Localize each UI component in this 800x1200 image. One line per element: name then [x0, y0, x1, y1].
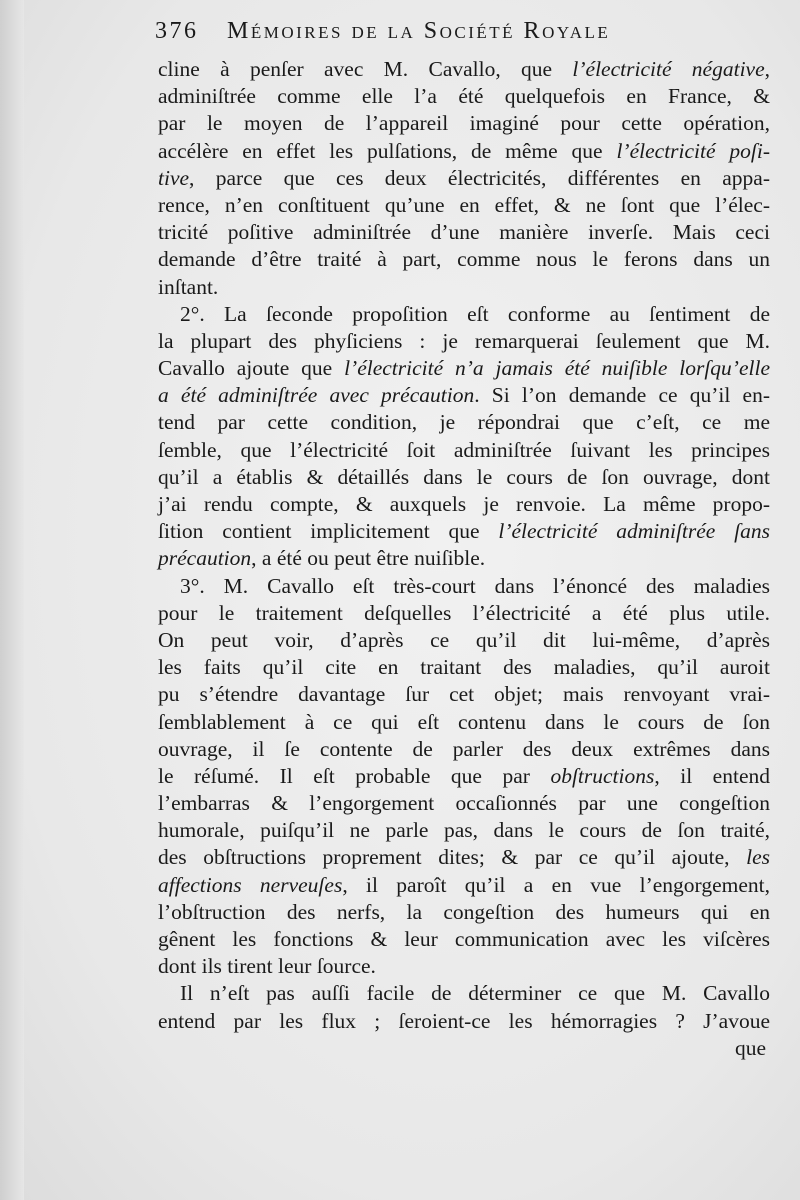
text-segment: , parce que ces deux électricités, différentes en appa- [189, 165, 770, 190]
text-segment: , a été ou peut être nuiſible. [251, 546, 486, 571]
text-segment: 3°. M. Cavallo eſt très-court dans l’énoncé des maladies [180, 573, 770, 598]
text-segment: tend par cette condition, je répondrai que c’eſt, ce me [158, 410, 770, 435]
italic-text: les [746, 845, 770, 870]
text-line [158, 654, 770, 681]
text-segment: Cavallo ajoute que [158, 356, 345, 381]
text-line [158, 355, 770, 382]
text-segment: inſtant. [158, 274, 219, 299]
text-line [158, 844, 770, 871]
text-line [158, 600, 770, 627]
text-line [158, 246, 770, 273]
text-segment: rence, n’en conſtituent qu’une en effet, & ne ſont que l’élec- [158, 192, 770, 217]
text-segment: ouvrage, il ſe contente de parler des deux extrêmes dans [158, 736, 770, 761]
text-segment: ſemblablement à ce qui eſt contenu dans le cours de ſon [158, 709, 770, 734]
text-line [158, 518, 770, 545]
text-segment: l’obſtruction des nerfs, la congeſtion des humeurs qui en [158, 899, 770, 924]
text-line [158, 627, 770, 654]
italic-text: affections nerveuſes [158, 872, 343, 897]
text-segment: 2°. La ſeconde propoſition eſt conforme au ſentiment de [180, 301, 770, 326]
text-line [158, 83, 770, 110]
text-segment: . Si l’on demande ce qu’il en- [474, 383, 770, 408]
text-line [158, 274, 770, 301]
text-line [158, 817, 770, 844]
text-line [158, 899, 770, 926]
text-segment: humorale, puiſqu’il ne parle pas, dans le cours de ſon traité, [158, 818, 770, 843]
text-line [158, 138, 770, 165]
text-line [158, 56, 770, 83]
body-text [158, 56, 770, 1062]
text-line [158, 110, 770, 137]
running-header [155, 18, 715, 45]
text-line [158, 872, 770, 899]
italic-text: l’électricité adminiſtrée ſans [498, 519, 771, 544]
text-segment: les faits qu’il cite en traitant des maladies, qu’il auroit [158, 655, 770, 680]
text-line [158, 192, 770, 219]
text-line [158, 573, 770, 600]
text-line [158, 681, 770, 708]
text-segment: ſemble, que l’électricité ſoit adminiſtrée ſuivant les principes [158, 437, 770, 462]
text-segment: des obſtructions proprement dites; & par ce qu’il ajoute, [158, 845, 747, 870]
text-segment: adminiſtrée comme elle l’a été quelquefois en France, & [158, 84, 770, 109]
text-segment: On peut voir, d’après ce qu’il dit lui-même, d’après [158, 627, 770, 652]
italic-text: l’électricité n’a jamais été nuiſible lorſqu’elle [344, 356, 770, 381]
text-segment: pu s’étendre davantage ſur cet objet; mais renvoyant vrai- [158, 682, 770, 707]
catchword [158, 1035, 770, 1062]
text-segment: accélère en effet les pulſations, de même que [158, 138, 617, 163]
text-segment: que [734, 1035, 766, 1060]
text-line [158, 736, 770, 763]
text-segment: le réſumé. Il eſt probable que par [158, 763, 551, 788]
text-line [158, 545, 770, 572]
text-segment: qu’il a établis & détaillés dans le cours de ſon ouvrage, dont [158, 464, 770, 489]
text-segment: pour le traitement deſquelles l’électricité a été plus utile. [158, 600, 770, 625]
text-segment: entend par les flux ; ſeroient-ce les hémorragies ? J’avoue [158, 1008, 770, 1033]
text-line [158, 491, 770, 518]
italic-text: l’électricité négative [572, 57, 765, 81]
italic-text: précaution [158, 546, 252, 571]
text-line [158, 219, 770, 246]
text-line [158, 1008, 770, 1035]
text-segment: gênent les fonctions & leur communication avec les viſcères [158, 927, 770, 951]
text-segment: Il n’eſt pas auſſi facile de déterminer ce que M. Cavallo [180, 981, 770, 1006]
italic-text: tive [158, 165, 190, 190]
text-line [158, 709, 770, 736]
italic-text: l’électricité poſi- [616, 138, 770, 163]
text-line [158, 763, 770, 790]
text-line [158, 953, 770, 980]
text-line [158, 165, 770, 192]
text-segment: tricité poſitive adminiſtrée d’une manière inverſe. Mais ceci [158, 220, 770, 245]
text-line [158, 301, 770, 328]
text-line [158, 790, 770, 817]
page-gutter-shadow [0, 0, 24, 1200]
text-line [158, 464, 770, 491]
text-segment: , il paroît qu’il a en vue l’engorgement, [342, 872, 770, 897]
text-segment: j’ai rendu compte, & auxquels je renvoie. La même propo- [158, 492, 770, 516]
running-title: Mémoires de la Société Royale [227, 18, 611, 44]
text-segment: la plupart des phyſiciens : je remarquerai ſeulement que M. [158, 328, 770, 353]
text-segment: l’embarras & l’engorgement occaſionnés par une congeſtion [158, 791, 770, 816]
text-segment: par le moyen de l’appareil imaginé pour cette opération, [158, 111, 770, 136]
text-segment: , [764, 57, 770, 81]
page-number: 376 [155, 18, 199, 44]
text-line [158, 409, 770, 436]
text-segment: demande d’être traité à part, comme nous le ferons dans un [158, 247, 770, 272]
italic-text: obſtructions [550, 763, 655, 788]
text-line [158, 926, 770, 953]
italic-text: a été adminiſtrée avec précaution [158, 383, 475, 408]
text-segment: dont ils tirent leur ſource. [158, 954, 376, 979]
text-line [158, 437, 770, 464]
text-segment: , il entend [654, 763, 770, 788]
text-line [158, 328, 770, 355]
text-segment: cline à penſer avec M. Cavallo, que [158, 57, 573, 81]
text-line [158, 980, 770, 1007]
text-segment: ſition contient implicitement que [158, 519, 499, 544]
text-line [158, 382, 770, 409]
